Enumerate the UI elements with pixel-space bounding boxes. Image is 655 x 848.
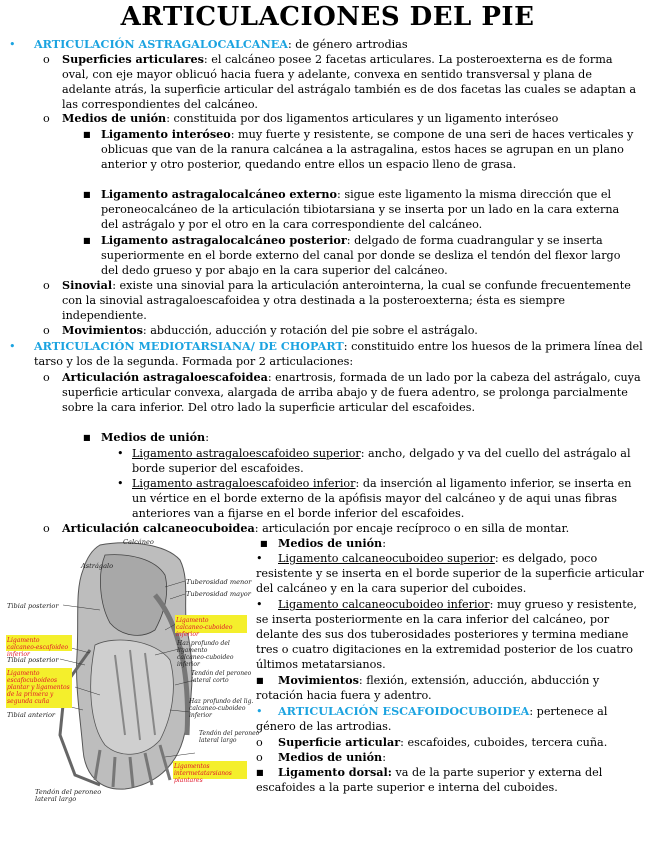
ligamento-astragalocalcaneo-externo xyxy=(101,187,637,232)
bullet-icon: • xyxy=(117,477,124,490)
term-text: : articulación por encaje recíproco o en silla de montar. xyxy=(254,522,570,535)
medios-de-union-cc xyxy=(278,536,648,551)
circle-bullet-icon: o xyxy=(43,279,50,292)
term-text: : xyxy=(382,537,386,550)
term-label: Medios de unión xyxy=(62,111,167,125)
term-label: Ligamento astragaloescafoideo inferior xyxy=(132,477,356,490)
term-label: Superficies articulares xyxy=(62,52,204,66)
label-tibial-posterior: Tibial posterior xyxy=(7,602,59,610)
term-text: : abducción, aducción y rotación del pie sobre el astrágalo. xyxy=(142,324,478,337)
bullet-icon: • xyxy=(9,38,16,51)
bullet-icon: • xyxy=(256,705,263,718)
bullet-icon: • xyxy=(9,340,16,353)
term-text: : delgado de forma cuadrangular y se inserta superiormente en el borde externo del canal por donde se desliza el tendón del flexor largo del dedo grueso y por abajo en la cara superior del calcáneo. xyxy=(101,234,621,277)
ligamento-calcaneocuboideo-inferior xyxy=(256,597,648,672)
square-bullet-icon: ■ xyxy=(83,130,91,139)
term-label: Medios de unión xyxy=(278,536,383,550)
term-label: Ligamento astragalocalcáneo externo xyxy=(101,187,337,201)
circle-bullet-icon: o xyxy=(256,736,263,749)
square-bullet-icon: ■ xyxy=(83,433,91,442)
ligamento-astragaloescafoideo-inferior xyxy=(132,476,640,521)
circle-bullet-icon: o xyxy=(43,112,50,125)
bullet-icon: • xyxy=(256,552,263,565)
circle-bullet-icon: o xyxy=(43,522,50,535)
term-text: : muy fuerte y resistente, se compone de una seri de haces verticales y oblicuas que van de la ranura calcánea a la astragalina, estos haces se agrupan en un plano anterior y otro posterior, quedando entre ellos un espacio lleno de grasa. xyxy=(101,128,634,171)
term-label: Superficie articular xyxy=(278,735,401,749)
ligamento-calcaneocuboideo-superior xyxy=(256,551,648,596)
section-escafoidocuboidea xyxy=(256,704,648,734)
label-lig-calcaneo-cuboideo-inf: Ligamento calcaneo-cuboideo inferior xyxy=(176,617,233,638)
label-tuberosidad-mayor: Tuberosidad mayor xyxy=(186,590,251,598)
label-tibial-posterior-2: Tibial posterior xyxy=(7,656,59,664)
ligamento-astragalocalcaneo-posterior xyxy=(101,233,637,278)
square-bullet-icon: ■ xyxy=(260,539,268,548)
superficies-articulares xyxy=(62,52,637,112)
term-label: Medios de unión xyxy=(101,430,206,444)
ligamento-astragaloescafoideo-superior xyxy=(132,446,640,476)
articulacion-astragaloescafoidea xyxy=(62,370,642,415)
label-tendon-peroneo-largo: Tendón del peroneo lateral largo xyxy=(199,730,260,744)
label-calcaneo: Calcáneo xyxy=(123,538,154,546)
bullet-icon: • xyxy=(256,598,263,611)
term-text: : ancho, delgado y va del cuello del astrágalo al borde superior del escafoides. xyxy=(132,447,631,475)
term-text: : sigue este ligamento la misma dirección que el peroneocalcáneo de la articulación tibiotarsiana y se inserta por un lado en la cara externa del astrágalo y por el otro en la cara correspondiente del calcáneo. xyxy=(101,188,620,231)
section-mediotarsiana xyxy=(34,339,646,369)
section-heading: ARTICULACIÓN ESCAFOIDOCUBOIDEA xyxy=(278,704,530,718)
label-lig-intermetatarsianos: Ligamentos intermetatarsianos plantares xyxy=(174,763,232,784)
superficie-articular xyxy=(256,735,648,750)
term-text: : es delgado, poco resistente y se inserta en el borde superior de la superficie articular del calcáneo y en la cara superior del cuboides. xyxy=(256,552,644,595)
term-label: Medios de unión xyxy=(278,750,383,764)
term-label: Sinovial xyxy=(62,278,113,292)
square-bullet-icon: ■ xyxy=(83,190,91,199)
section-heading: ARTICULACIÓN MEDIOTARSIANA/ DE CHOPART xyxy=(34,339,344,353)
section-astragalocalcanea xyxy=(34,37,649,52)
label-haz-profundo-2: Haz profundo del lig. calcaneo-cuboideo inferior xyxy=(189,698,254,719)
section-heading-rest: : constituido entre los huesos de la primera línea del tarso y los de la segunda. Formada por 2 articulaciones: xyxy=(34,340,643,368)
movimientos-cc xyxy=(256,673,648,703)
label-lig-escafocuboideos: Ligamento escafocuboideos plantar y ligamentos de la primera y segunda cuña xyxy=(7,670,70,705)
term-label: Ligamento astragaloescafoideo superior xyxy=(132,447,361,460)
label-tibial-anterior: Tibial anterior xyxy=(7,711,56,719)
label-tendon-peroneo-corto: Tendón del peroneo lateral corto xyxy=(191,670,252,684)
circle-bullet-icon: o xyxy=(43,53,50,66)
term-text: : enartrosis, formada de un lado por la cabeza del astrágalo, cuya superficie articular convexa, alargada de arriba abajo y de fuera adentro, se prolonga parcialmente sobre la cara inferior. Del otro lado la superficie articular del escafoides. xyxy=(62,371,641,414)
term-text: va de la parte superior y externa del escafoides a la parte superior e interna del cuboides. xyxy=(256,766,603,794)
ligamento-dorsal xyxy=(256,765,648,795)
term-label: Ligamento calcaneocuboideo inferior xyxy=(278,598,490,611)
square-bullet-icon: ■ xyxy=(256,676,264,685)
circle-bullet-icon: o xyxy=(43,371,50,384)
term-label: Ligamento calcaneocuboideo superior xyxy=(278,552,495,565)
sinovial xyxy=(62,278,637,323)
term-text: : existe una sinovial para la articulación anterointerna, la cual se confunde frecuentemente con la sinovial astragaloescafoidea y otra destinada a la posteroexterna; ésta es siempre independiente. xyxy=(62,279,631,322)
label-haz-profundo: Haz profundo del ligamento calcaneo-cuboideo inferior xyxy=(177,640,234,668)
square-bullet-icon: ■ xyxy=(256,768,264,777)
page-title: ARTICULACIONES DEL PIE xyxy=(120,2,535,32)
label-tuberosidad-menor: Tuberosidad menor xyxy=(186,578,252,586)
foot-ligaments-illustration xyxy=(5,535,260,803)
term-label: Movimientos xyxy=(278,673,359,687)
term-text: : el calcáneo posee 2 facetas articulares. La posteroexterna es de forma oval, con eje mayor oblicuó hacia fuera y adelante, convexa en sentido transversal y plana de adelante atrás, la superficie articular del astrágalo también es de dos facetas las cuales se adaptan a las correspondientes del calcáneo. xyxy=(62,53,637,111)
term-text: : flexión, extensión, aducción, abducción y rotación hacia fuera y adentro. xyxy=(256,674,600,702)
section-heading-rest: : de género artrodias xyxy=(287,38,408,51)
term-label: Ligamento astragalocalcáneo posterior xyxy=(101,233,347,247)
medios-de-union-ec xyxy=(256,750,648,765)
term-text: : escafoides, cuboides, tercera cuña. xyxy=(400,736,608,749)
square-bullet-icon: ■ xyxy=(83,236,91,245)
label-lig-calcaneo-escafoideo-inf: Ligamento calcaneo-escafoideo inferior xyxy=(7,637,69,658)
term-label: Articulación astragaloescafoidea xyxy=(62,370,268,384)
term-text: : muy grueso y resistente, se inserta posteriormente en la cara inferior del calcáneo, por delante des sus dos tuberosidades posteriores y termina mediane tres o cuatro digitaciones en la extremidad posterior de los cuatro últimos metatarsianos. xyxy=(256,598,637,671)
term-label: Ligamento interóseo xyxy=(101,127,231,141)
term-text: : xyxy=(382,751,386,764)
movimientos xyxy=(62,323,637,338)
circle-bullet-icon: o xyxy=(256,751,263,764)
articulacion-calcaneocuboidea xyxy=(62,521,647,536)
label-astragalo: Astrágalo xyxy=(81,562,114,570)
term-text: : constituida por dos ligamentos articulares y un ligamento interóseo xyxy=(166,112,559,125)
ligamento-interoseo xyxy=(101,127,637,172)
term-label: Ligamento dorsal: xyxy=(278,765,392,779)
medios-de-union xyxy=(62,111,637,126)
medios-de-union-ae xyxy=(101,430,637,445)
circle-bullet-icon: o xyxy=(43,324,50,337)
section-heading: ARTICULACIÓN ASTRAGALOCALCANEA xyxy=(34,37,288,51)
term-text: : xyxy=(205,431,209,444)
term-text: : da inserción al ligamento inferior, se inserta en un vértice en el borde externo de la apófisis mayor del calcáneo y de aqui unas fibras anteriores van a fijarse en el borde inferior del escafoides. xyxy=(132,477,632,520)
term-label: Movimientos xyxy=(62,323,143,337)
term-label: Articulación calcaneocuboidea xyxy=(62,521,255,535)
bullet-icon: • xyxy=(117,447,124,460)
section-heading-rest: : pertenece al género de las artrodias. xyxy=(256,705,608,733)
label-tendon-bottom: Tendón del peroneo lateral largo xyxy=(35,788,102,803)
